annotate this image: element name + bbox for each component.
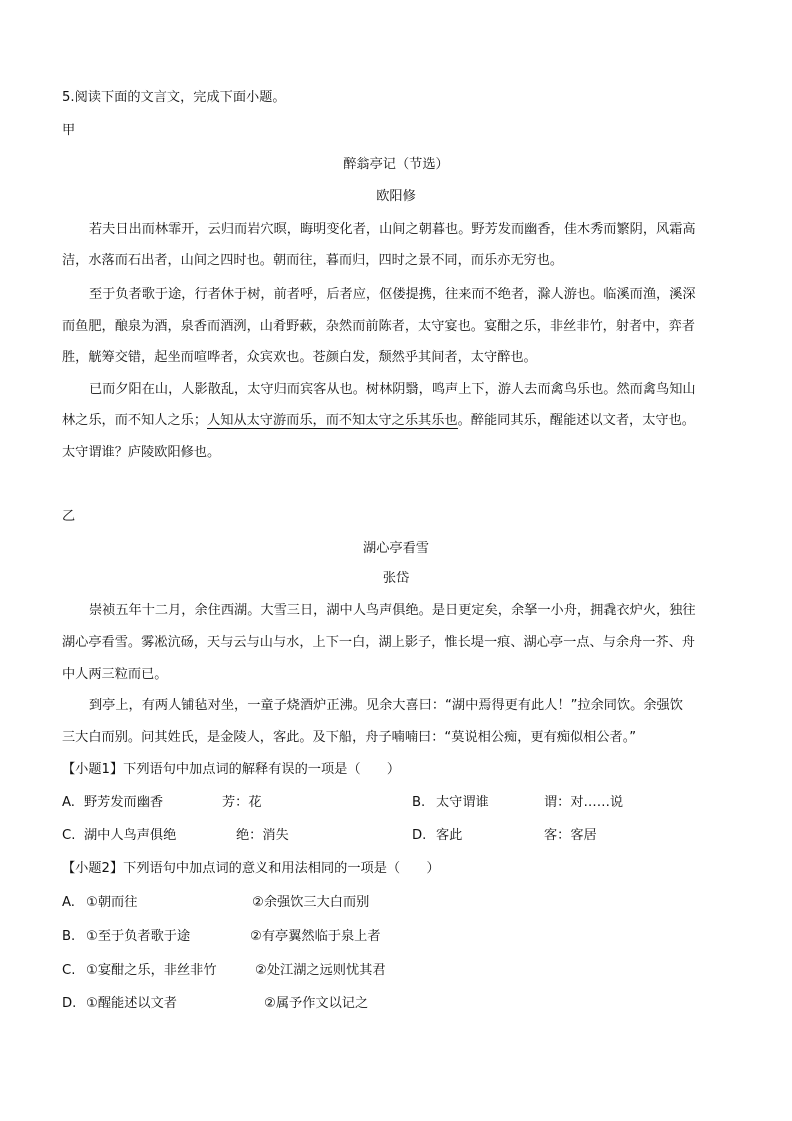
- passage-jia-line-2: 洁，水落而石出者，山间之四时也。朝而往，暮而归，四时之景不同，而乐亦无穷也。: [62, 253, 564, 268]
- q1-option-d-label[interactable]: D.: [412, 828, 427, 843]
- passage-jia-line-8: 太守谓谁？庐陵欧阳修也。: [62, 445, 221, 460]
- label-yi: 乙: [62, 509, 76, 524]
- passage-jia-line-5: 胜，觥筹交错，起坐而喧哗者，众宾欢也。苍颜白发，颓然乎其间者，太守醉也。: [62, 350, 537, 365]
- underlined-sentence: 人知从太守游而乐，而不知太守之乐其乐也: [207, 413, 458, 428]
- q1-option-d-gloss: 客：客居: [544, 828, 597, 843]
- q1-option-a-gloss: 芳：花: [222, 795, 262, 810]
- passage-jia-line-1: 若夫日出而林霏开，云归而岩穴暝，晦明变化者，山间之朝暮也。野芳发而幽香，佳木秀而繁阴，风霜高: [89, 222, 696, 237]
- question-intro: 5.阅读下面的文言文，完成下面小题。: [62, 90, 286, 105]
- passage-yi-author: 张岱: [382, 571, 410, 586]
- q2-option-a-label[interactable]: A.: [62, 895, 75, 910]
- passage-yi-line-5: 三大白而别。问其姓氏，是金陵人，客此。及下船，舟子喃喃曰：“莫说相公痴，更有痴似相公者。”: [62, 730, 637, 745]
- q2-option-d-first: ①醒能述以文者: [86, 996, 177, 1011]
- q2-option-a-first: ①朝而往: [86, 895, 138, 910]
- line-7-before: 林之乐，而不知人之乐；: [62, 413, 208, 428]
- q1-option-b-gloss: 谓：对……说: [544, 795, 624, 810]
- passage-jia-line-4: 而鱼肥，酿泉为酒，泉香而酒洌，山肴野蔌，杂然而前陈者，太守宴也。宴酣之乐，非丝非竹，射者中，弈者: [62, 319, 695, 334]
- q2-option-c-label[interactable]: C.: [62, 963, 76, 978]
- q2-option-c-second: ②处江湖之远则忧其君: [255, 963, 386, 978]
- passage-yi-line-2: 湖心亭看雪。雾凇沆砀，天与云与山与水，上下一白，湖上影子，惟长堤一痕、湖心亭一点、与余舟一芥、舟: [62, 635, 695, 650]
- q2-option-c-first: ①宴酣之乐，非丝非竹: [86, 963, 217, 978]
- q1-option-b-label[interactable]: B.: [412, 795, 426, 810]
- q2-option-b-label[interactable]: B.: [62, 929, 76, 944]
- passage-jia-line-3: 至于负者歌于途，行者休于树，前者呼，后者应，伛偻提携，往来而不绝者，滁人游也。临溪而渔，溪深: [89, 287, 696, 302]
- passage-yi-line-3: 中人两三粒而已。: [62, 667, 168, 682]
- passage-yi-line-1: 崇祯五年十二月，余住西湖。大雪三日，湖中人鸟声俱绝。是日更定矣，余拏一小舟，拥毳衣炉火，独往: [89, 603, 696, 618]
- q1-option-a-text: 野芳发而幽香: [84, 795, 164, 810]
- passage-jia-line-7: [62, 412, 695, 430]
- q2-option-b-first: ①至于负者歌于途: [86, 929, 191, 944]
- passage-yi-line-4: 到亭上，有两人铺毡对坐，一童子烧酒炉正沸。见余大喜曰：“湖中焉得更有此人！”拉余同饮。余强饮: [89, 698, 683, 713]
- q2-option-d-second: ②属予作文以记之: [264, 996, 369, 1011]
- q1-option-c-gloss: 绝：消失: [236, 828, 289, 843]
- passage-yi-title: 湖心亭看雪: [363, 541, 429, 556]
- line-7-after: 。醉能同其乐，醒能述以文者，太守也。: [457, 413, 695, 428]
- label-jia: 甲: [62, 123, 76, 138]
- q1-stem: 【小题1】下列语句中加点词的解释有误的一项是（ ）: [62, 762, 401, 777]
- q1-option-b-text: 太守谓谁: [436, 795, 489, 810]
- q2-option-b-second: ②有亭翼然临于泉上者: [250, 929, 381, 944]
- q1-option-d-text: 客此: [436, 828, 463, 843]
- q1-option-c-text: 湖中人鸟声俱绝: [84, 828, 177, 843]
- q2-option-a-second: ②余强饮三大白而别: [252, 895, 370, 910]
- q1-option-a-label[interactable]: A.: [62, 795, 75, 810]
- passage-jia-line-6: 已而夕阳在山，人影散乱，太守归而宾客从也。树林阴翳，鸣声上下，游人去而禽鸟乐也。然而禽鸟知山: [89, 382, 696, 397]
- passage-jia-title: 醉翁亭记（节选）: [343, 157, 449, 172]
- q2-option-d-label[interactable]: D.: [62, 996, 77, 1011]
- q2-stem: 【小题2】下列语句中加点词的意义和用法相同的一项是（ ）: [62, 861, 440, 876]
- passage-jia-author: 欧阳修: [376, 189, 416, 204]
- q1-option-c-label[interactable]: C.: [62, 828, 76, 843]
